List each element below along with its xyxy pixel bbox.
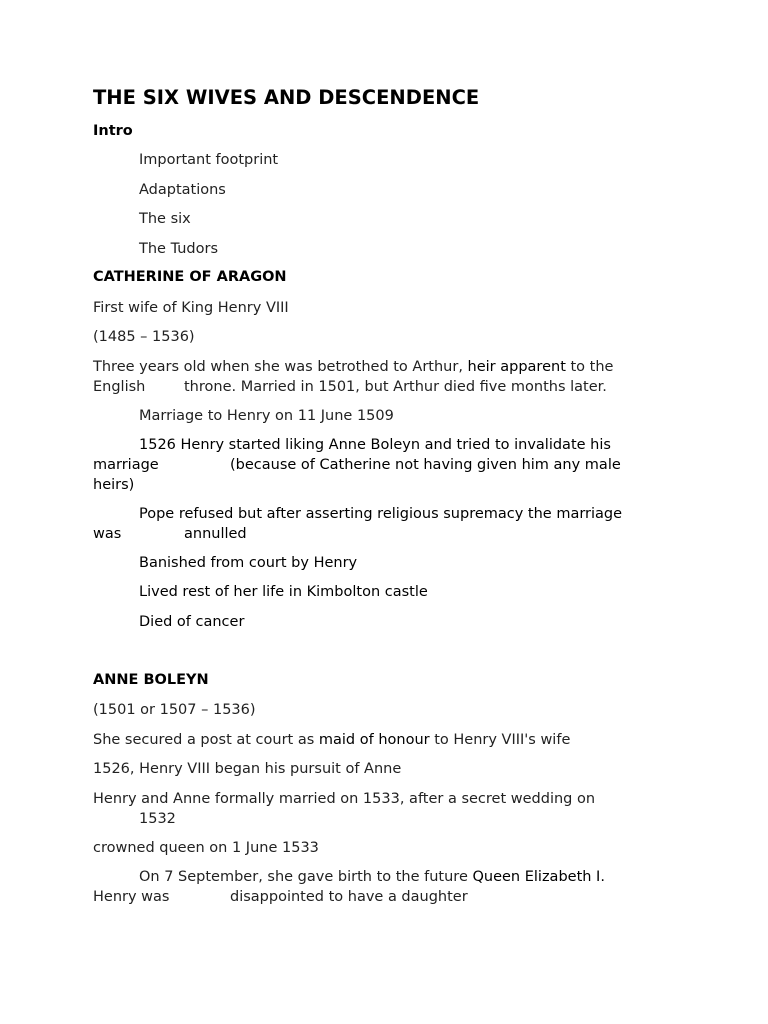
text-run: annulled [184, 526, 247, 542]
queen-elizabeth-text: Queen Elizabeth I [472, 869, 601, 885]
anne-line [93, 867, 605, 887]
text-run: to Henry VIII's wife [429, 732, 571, 748]
text-run: English [93, 379, 146, 395]
intro-item: Adaptations [139, 182, 226, 198]
text-run: . [600, 869, 605, 885]
catherine-line: Marriage to Henry on 11 June 1509 [139, 408, 394, 424]
text-run: to the [565, 359, 614, 375]
catherine-line: 1526 Henry started liking Anne Boleyn and tried to invalidate his [139, 437, 611, 453]
catherine-line: heirs) [93, 477, 135, 493]
anne-heading: ANNE BOLEYN [93, 672, 209, 688]
catherine-line: First wife of King Henry VIII [93, 300, 289, 316]
catherine-heading: CATHERINE OF ARAGON [93, 269, 287, 285]
maid-of-honour-text: maid of honour [318, 732, 430, 748]
text-run: She secured a post at court as [93, 732, 319, 748]
intro-item: The six [139, 211, 191, 227]
catherine-line: (1485 – 1536) [93, 329, 195, 345]
text-run: disappointed to have a daughter [230, 889, 468, 905]
intro-item: Important footprint [139, 152, 279, 168]
anne-line: crowned queen on 1 June 1533 [93, 840, 319, 856]
anne-line [93, 887, 468, 907]
catherine-line: Pope refused but after asserting religious supremacy the marriage [139, 506, 623, 522]
text-run: Three years old when she was betrothed to Arthur, [93, 359, 468, 375]
document-title: THE SIX WIVES AND DESCENDENCE [93, 86, 480, 109]
anne-line: 1526, Henry VIII began his pursuit of Anne [93, 761, 402, 777]
anne-line: (1501 or 1507 – 1536) [93, 702, 256, 718]
text-run: throne. Married in 1501, but Arthur died five months later. [184, 379, 607, 395]
anne-line: 1532 [139, 811, 176, 827]
text-run: (because of Catherine not having given him any male [230, 457, 621, 473]
text-run: marriage [93, 457, 159, 473]
anne-line [93, 730, 570, 750]
intro-heading: Intro [93, 123, 133, 139]
text-run: On 7 September, she gave birth to the future [139, 869, 473, 885]
anne-line: Henry and Anne formally married on 1533, after a secret wedding on [93, 791, 596, 807]
heir-apparent-text: heir apparent [467, 359, 566, 375]
catherine-line: Banished from court by Henry [139, 555, 358, 571]
catherine-line [93, 357, 613, 377]
catherine-line [93, 455, 621, 475]
text-run: was [93, 526, 122, 542]
catherine-line: Died of cancer [139, 614, 245, 630]
intro-item: The Tudors [139, 241, 219, 257]
catherine-line [93, 377, 607, 397]
catherine-line [93, 524, 247, 544]
catherine-line: Lived rest of her life in Kimbolton castle [139, 584, 428, 600]
text-run: Henry was [93, 889, 170, 905]
